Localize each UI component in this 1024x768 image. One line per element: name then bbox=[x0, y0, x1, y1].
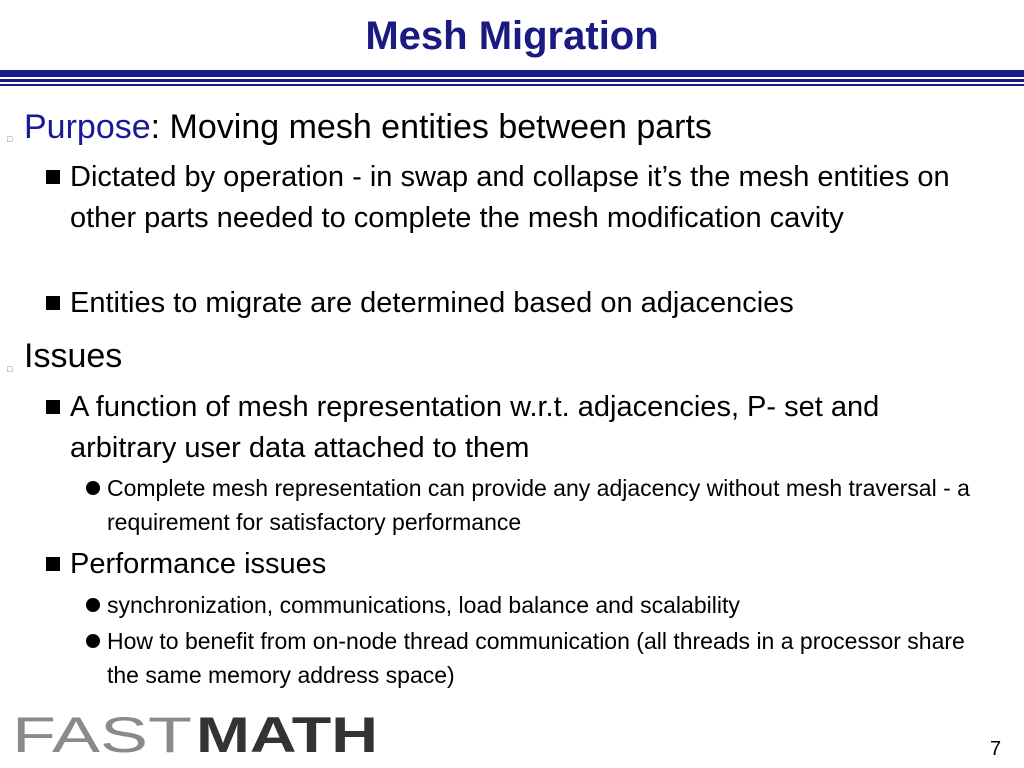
rule-line-mid bbox=[0, 79, 1024, 82]
round-bullet-icon bbox=[86, 598, 100, 612]
issues-sub2: Performance issues bbox=[70, 548, 327, 580]
square-bullet-icon bbox=[46, 170, 60, 184]
title-rule bbox=[0, 70, 1024, 90]
page-number: 7 bbox=[990, 738, 1002, 760]
issues-sub1-a: Complete mesh representation can provide any adjacency without mesh traversal - a requirement for satisfactory performance bbox=[107, 475, 970, 535]
square-bullet-icon bbox=[46, 296, 60, 310]
purpose-sub1: Dictated by operation - in swap and collapse it’s the mesh entities on other parts needed to complete the mesh modification cavity bbox=[70, 161, 950, 234]
purpose-sub2: Entities to migrate are determined based on adjacencies bbox=[70, 287, 794, 319]
fastmath-logo bbox=[12, 712, 380, 756]
bullet-issues: Issues bbox=[24, 337, 123, 375]
issues-sub2-a: synchronization, communications, load balance and scalability bbox=[107, 592, 740, 618]
logo-math: MATH bbox=[196, 712, 378, 756]
slide-title: Mesh Migration bbox=[365, 14, 659, 58]
logo-fast: FAST bbox=[12, 712, 192, 756]
square-bullet-icon bbox=[46, 557, 60, 571]
issues-sub2-b: How to benefit from on-node thread communication (all threads in a processor share the same memory address space) bbox=[107, 628, 965, 688]
bullet-purpose bbox=[24, 108, 712, 147]
round-bullet-icon bbox=[86, 481, 100, 495]
issues-sub1: A function of mesh representation w.r.t. adjacencies, P- set and arbitrary user data attached to them bbox=[70, 391, 880, 464]
round-bullet-icon bbox=[86, 634, 100, 648]
bullet-marker-icon: □ bbox=[7, 364, 13, 374]
purpose-text: : Moving mesh entities between parts bbox=[150, 108, 712, 146]
rule-line-thin bbox=[0, 84, 1024, 86]
bullet-marker-icon: □ bbox=[7, 134, 13, 144]
rule-line-thick bbox=[0, 70, 1024, 77]
purpose-label: Purpose bbox=[24, 108, 151, 146]
square-bullet-icon bbox=[46, 400, 60, 414]
